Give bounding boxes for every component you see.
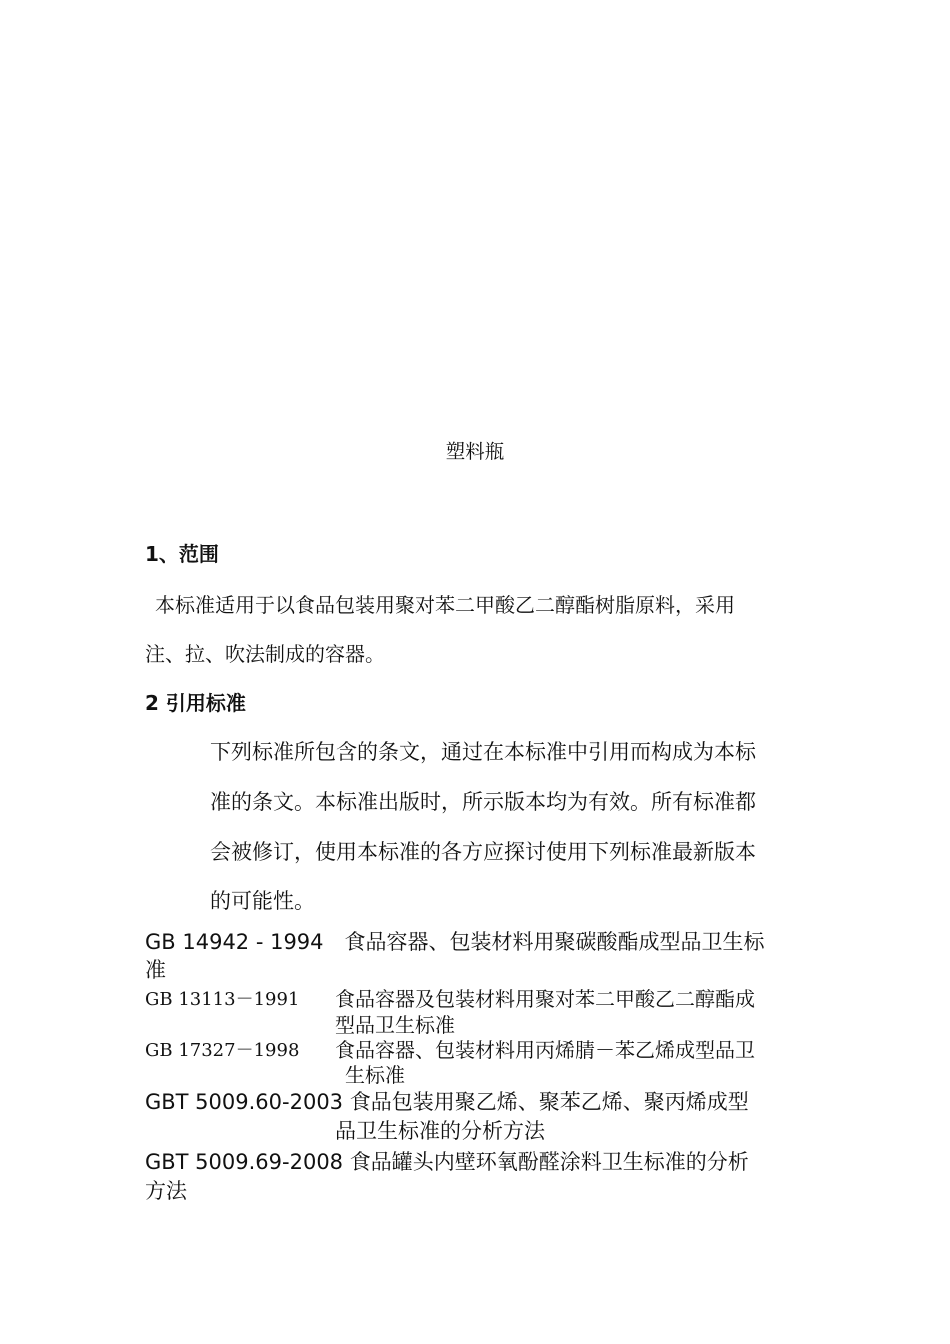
reference-item-5-line-2: 方法 bbox=[145, 1179, 187, 1203]
reference-item-3-code: GB 17327－1998 bbox=[145, 1040, 300, 1061]
document-title: 塑料瓶 bbox=[445, 440, 505, 463]
references-paragraph-line-1: 下列标准所包含的条文，通过在本标准中引用而构成为本标 bbox=[210, 740, 756, 764]
reference-item-2-title-line-2: 型品卫生标准 bbox=[335, 1013, 455, 1037]
reference-item-4-line-1: GBT 5009.60-2003 食品包装用聚乙烯、聚苯乙烯、聚丙烯成型 bbox=[145, 1090, 749, 1114]
scope-paragraph-line-1: 本标准适用于以食品包装用聚对苯二甲酸乙二醇酯树脂原料，采用 bbox=[155, 593, 735, 617]
reference-item-3-title-line-1: 食品容器、包装材料用丙烯腈－苯乙烯成型品卫 bbox=[335, 1038, 755, 1062]
reference-item-5-line-1: GBT 5009.69-2008 食品罐头内壁环氧酚醛涂料卫生标准的分析 bbox=[145, 1150, 749, 1174]
reference-item-2-code: GB 13113－1991 bbox=[145, 989, 300, 1010]
section-heading-references: 2 引用标准 bbox=[145, 691, 246, 715]
references-paragraph-line-3: 会被修订，使用本标准的各方应探讨使用下列标准最新版本 bbox=[210, 840, 756, 864]
reference-item-2-title-line-1: 食品容器及包装材料用聚对苯二甲酸乙二醇酯成 bbox=[335, 987, 755, 1011]
reference-item-1-line-2: 准 bbox=[145, 958, 166, 982]
reference-item-3-title-line-2: 生标准 bbox=[345, 1063, 405, 1087]
scope-paragraph-line-2: 注、拉、吹法制成的容器。 bbox=[145, 642, 385, 666]
references-paragraph-line-2: 准的条文。本标准出版时，所示版本均为有效。所有标准都 bbox=[210, 790, 756, 814]
references-paragraph-line-4: 的可能性。 bbox=[210, 889, 315, 913]
section-heading-scope: 1、范围 bbox=[145, 542, 219, 566]
reference-item-1-line-1: GB 14942 - 1994 食品容器、包装材料用聚碳酸酯成型品卫生标 bbox=[145, 930, 765, 954]
reference-item-4-line-2: 品卫生标准的分析方法 bbox=[335, 1119, 545, 1143]
